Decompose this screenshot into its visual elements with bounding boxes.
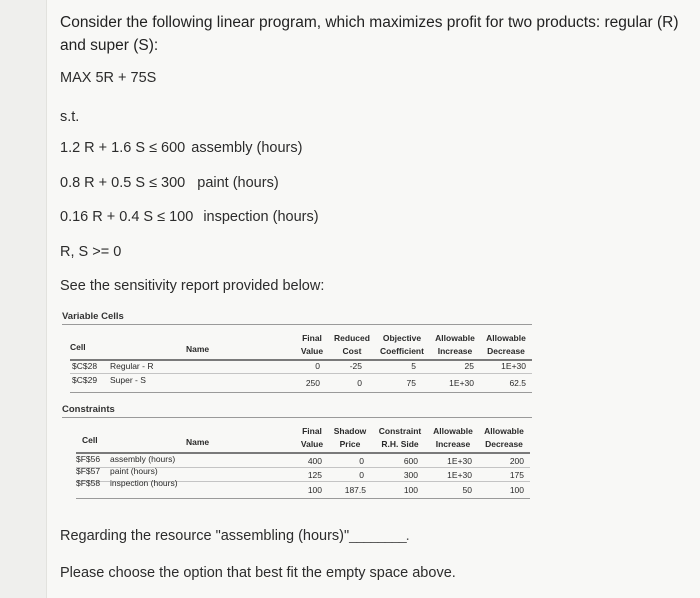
- row-divider: [70, 373, 532, 374]
- var-row-inc: 1E+30: [449, 378, 474, 388]
- var-row-coef: 75: [406, 378, 416, 388]
- var-row-cell: $C$29: [72, 375, 98, 385]
- constraint-paint: [60, 175, 279, 191]
- choose-option-text: Please choose the option that best fit the empty space above.: [60, 565, 456, 581]
- con-row-inc: 1E+30: [447, 470, 472, 480]
- question-line-2: and super (S):: [60, 37, 159, 54]
- variable-cells-top-rule: [62, 324, 532, 325]
- constraint-unit: paint (hours): [197, 175, 279, 191]
- con-header-name: Name: [186, 437, 210, 447]
- var-row-dec: 62.5: [509, 378, 526, 388]
- con-row-final: 125: [307, 470, 322, 480]
- con-row-shadow: 0: [359, 456, 364, 466]
- question-line-1: Consider the following linear program, which maximizes profit for two products: regular (R): [60, 14, 679, 31]
- var-row-reduced: -25: [349, 361, 362, 371]
- con-row-rhs: 100: [403, 485, 418, 495]
- constraint-expr: 0.16 R + 0.4 S ≤ 100: [60, 209, 194, 225]
- var-header-name: Name: [186, 344, 210, 354]
- con-header-shadow: Shadow Price: [333, 426, 367, 449]
- var-row-inc: 25: [464, 361, 474, 371]
- constraint-inspection: [60, 209, 319, 225]
- con-row-final: 100: [307, 485, 322, 495]
- con-row-final: 400: [307, 456, 322, 466]
- con-row-inc: 1E+30: [447, 456, 472, 466]
- variable-cells-bottom-rule: [70, 392, 532, 393]
- var-row-cell: $C$28: [72, 361, 98, 371]
- var-row-name: Super - S: [110, 375, 146, 385]
- blank-space: ________.: [349, 528, 409, 544]
- constraints-bottom-rule: [76, 498, 530, 499]
- con-row-dec: 175: [509, 470, 524, 480]
- con-row-shadow: 187.5: [344, 485, 366, 495]
- con-row-name: assembly (hours): [110, 454, 176, 464]
- constraints-top-rule: [62, 417, 532, 418]
- con-row-shadow: 0: [359, 470, 364, 480]
- constraint-expr: 1.2 R + 1.6 S ≤ 600: [60, 140, 186, 156]
- constraint-assembly: [60, 140, 302, 156]
- constraint-expr: 0.8 R + 0.5 S ≤ 300: [60, 175, 186, 191]
- con-row-cell: $F$57: [76, 466, 101, 476]
- variable-cells-title: Variable Cells: [62, 311, 124, 322]
- con-row-inc: 50: [462, 485, 472, 495]
- con-row-dec: 100: [509, 485, 524, 495]
- var-header-dec: Allowable Decrease: [486, 333, 526, 356]
- var-header-objective: Objective Coefficient: [380, 333, 424, 356]
- var-header-reduced: Reduced Cost: [334, 333, 370, 356]
- con-header-cell: Cell: [82, 435, 98, 445]
- var-row-final: 250: [305, 378, 320, 388]
- var-header-final: Final Value: [300, 333, 324, 356]
- constraint-unit: assembly (hours): [191, 140, 303, 156]
- var-row-name: Regular - R: [110, 361, 154, 371]
- con-header-inc: Allowable Increase: [433, 426, 473, 449]
- con-header-rhs: Constraint R.H. Side: [378, 426, 422, 449]
- con-row-rhs: 600: [403, 456, 418, 466]
- con-header-dec: Allowable Decrease: [484, 426, 524, 449]
- var-row-dec: 1E+30: [501, 361, 526, 371]
- regarding-text: Regarding the resource "assembling (hours)"________.: [60, 528, 409, 544]
- var-row-coef: 5: [411, 361, 416, 371]
- con-row-cell: $F$58: [76, 478, 101, 488]
- constraint-unit: inspection (hours): [203, 209, 319, 225]
- con-header-final: Final Value: [300, 426, 324, 449]
- nonnegativity: R, S >= 0: [60, 244, 122, 260]
- subject-to-label: s.t.: [60, 109, 80, 125]
- con-row-name: inspection (hours): [110, 478, 178, 488]
- document-page: [46, 0, 700, 598]
- con-row-name: paint (hours): [110, 466, 158, 476]
- con-row-dec: 200: [509, 456, 524, 466]
- objective-function: MAX 5R + 75S: [60, 70, 157, 86]
- var-row-reduced: 0: [357, 378, 362, 388]
- constraints-title: Constraints: [62, 404, 115, 415]
- see-report-text: See the sensitivity report provided below:: [60, 278, 325, 294]
- var-header-inc: Allowable Increase: [435, 333, 475, 356]
- con-row-cell: $F$56: [76, 454, 101, 464]
- con-row-rhs: 300: [403, 470, 418, 480]
- var-row-final: 0: [315, 361, 320, 371]
- var-header-cell: Cell: [70, 342, 86, 352]
